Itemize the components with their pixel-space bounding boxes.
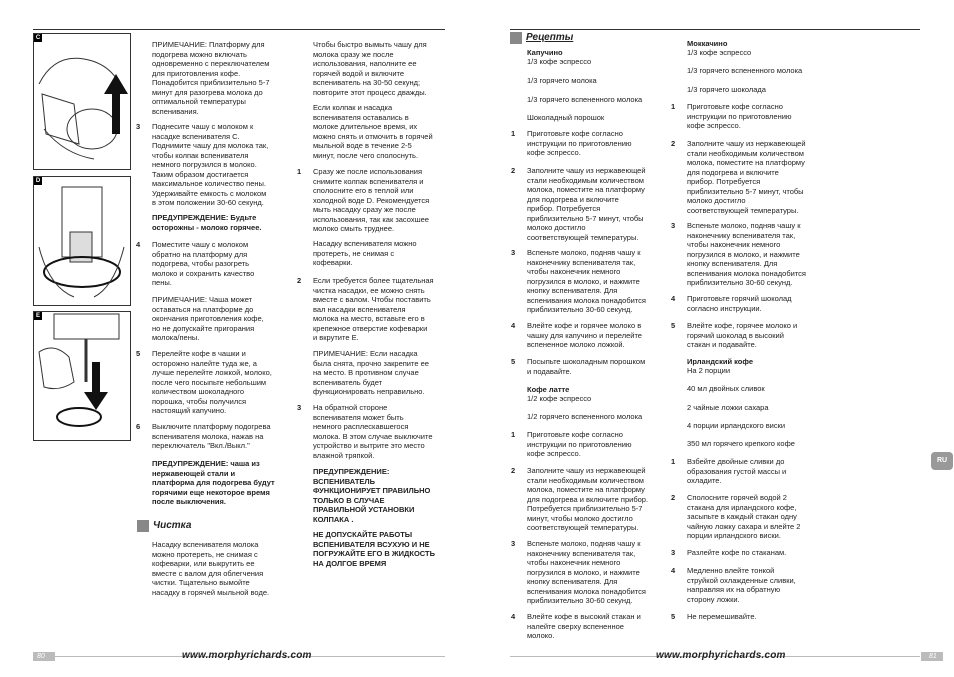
step-number: 3 — [136, 122, 141, 131]
warning-hot-bowl: ПРЕДУПРЕЖДЕНИЕ: чаша из нержавеющей стали и платформа для подогрева будут горячими еще некоторое время после выключения. — [152, 459, 275, 506]
ingredient: 1/2 горячего вспененного молока — [527, 412, 643, 421]
step-text: Вспеньте молоко, подняв чашу к наконечнику вспенивателя так, чтобы наконечник немного погрузился в молоко, и нажмите кнопку вспенивателя. Для вспенивания молока понадобится приблизительно 30-60 секунд. — [527, 539, 646, 605]
step-text: Заполните чашу из нержавеющей стали необходимым количеством молока, поместите на платформу для подогрева и включите прибор. Потребуется приблизительно 5-7 минут, чтобы молоко достигло соответствующей температуры. — [687, 139, 806, 215]
ingredient: 4 порции ирландского виски — [687, 421, 786, 430]
cleaning-bowl-text: Чтобы быстро вымыть чашу для молока сразу же после использования, наполните ее горячей водой и включите вспениватель на 30-50 секунд; повторите этот процесс дважды. — [313, 40, 427, 97]
note-nozzle: ПРИМЕЧАНИЕ: Если насадка была снята, прочно закрепите ее на место. В противном случае вспениватель будет функционировать неправильно. — [313, 349, 429, 396]
warning-cap: ПРЕДУПРЕЖДЕНИЕ: ВСПЕНИВАТЕЛЬ ФУНКЦИОНИРУЕТ ПРАВИЛЬНО ТОЛЬКО В СЛУЧАЕ ПРАВИЛЬНОЙ УСТАНОВКИ КОЛПАКА . — [313, 467, 431, 524]
step-text: Медленно влейте тонкой струйкой охлажденные сливки, направляя их на обратную сторону ложки. — [687, 566, 796, 604]
servings: На 2 порции — [687, 366, 731, 375]
warning-dry-run: НЕ ДОПУСКАЙТЕ РАБОТЫ ВСПЕНИВАТЕЛЯ ВСУХУЮ И НЕ ПОГРУЖАЙТЕ ЕГО В ЖИДКОСТЬ НА ДОЛГОЕ ВРЕМЯ — [313, 530, 435, 568]
right-page-number: 81 — [929, 653, 937, 660]
step-number: 2 — [671, 493, 676, 502]
step-number: 1 — [671, 457, 676, 466]
note-cup-platform: ПРИМЕЧАНИЕ: Чаша может оставаться на платформе до окончания приготовления кофе, но не допускайте пригорания молока/пены. — [152, 295, 264, 342]
wipe-text: Насадку вспенивателя можно протереть, не снимая с кофеварки. — [313, 239, 417, 267]
latte-title: Кофе латте — [527, 385, 570, 394]
step-number: 4 — [136, 240, 141, 249]
step-number: 2 — [297, 276, 302, 285]
cleaning-soak-text: Если колпак и насадка вспенивателя оставались в молоке длительное время, их можно снять и отмочить в горячей мыльной воде в течение 2-5 минут, после чего сполоснуть. — [313, 103, 433, 160]
recipes-heading: Рецепты — [526, 32, 574, 43]
step-number: 4 — [511, 321, 516, 330]
step-number: 3 — [671, 221, 676, 230]
step-text: Поместите чашу с молоком обратно на платформу для подогрева, чтобы разогреть молоко и сохранить качество пены. — [152, 240, 255, 287]
step-text: Вспеньте молоко, подняв чашу к наконечнику вспенивателя так, чтобы наконечник немного погрузился в молоко, и нажмите кнопку вспенивателя. Для вспенивания молока понадобится приблизительно 30-60 секунд. — [527, 248, 646, 314]
step-number: 5 — [671, 612, 676, 621]
step-number: 1 — [511, 430, 516, 439]
step-text: Заполните чашу из нержавеющей стали необходимым количеством молока, поместите на платформу для подогрева и включите прибор. Потребуется приблизительно 5-7 минут, чтобы молоко достигло соответствующей температуры. — [527, 166, 646, 242]
step-text: Не перемешивайте. — [687, 612, 757, 621]
figure-c-label: C — [35, 35, 41, 41]
recipes-heading-marker — [510, 32, 522, 44]
warning-hot-milk: ПРЕДУПРЕЖДЕНИЕ: Будьте осторожны - молоко горячее. — [152, 213, 262, 232]
step-number: 3 — [511, 539, 516, 548]
step-text: На обратной стороне вспенивателя может быть немного расплескавшегося молока. В этом случае выключите устройство и вытрите это место влажной тряпкой. — [313, 403, 433, 460]
irish-coffee-title: Ирландский кофе — [687, 357, 754, 366]
language-badge: RU — [931, 452, 953, 470]
step-number: 1 — [511, 129, 516, 138]
step-number: 5 — [511, 357, 516, 366]
step-text: Приготовьте кофе согласно инструкции по приготовлению кофе эспрессо. — [527, 430, 632, 458]
step-number: 3 — [297, 403, 302, 412]
left-top-rule — [33, 29, 445, 30]
step-text: Приготовьте горячий шоколад согласно инструкции. — [687, 294, 792, 313]
step-text: Приготовьте кофе согласно инструкции по приготовлению кофе эспрессо. — [687, 102, 792, 130]
right-page-bar — [921, 652, 943, 661]
step-number: 3 — [671, 548, 676, 557]
step-text: Влейте кофе и горячее молоко в чашку для капучино и перелейте вспененное молоко ложкой. — [527, 321, 642, 349]
left-page-bar — [33, 652, 55, 661]
figure-d-label: D — [35, 178, 41, 184]
cleaning-heading-marker — [137, 520, 149, 532]
step-number: 5 — [136, 349, 141, 358]
step-number: 1 — [297, 167, 302, 176]
ingredient: 1/3 кофе эспрессо — [527, 57, 592, 66]
right-top-rule — [510, 29, 920, 30]
step-text: Если требуется более тщательная чистка насадки, ее можно снять вместе с валом. Чтобы поставить вал насадки вспенивателя молока на место, вставьте его в крепежное отверстие кофеварки и вкрутите E. — [313, 276, 434, 342]
ingredient: 40 мл двойных сливок — [687, 384, 765, 393]
note-warming-platform: ПРИМЕЧАНИЕ: Платформу для подогрева можно включать одновременно с переключателем для приготовления кофе. Понадобится приблизительно 5-7 минут для разогрева молока до оптимальной температуры вспенивания. — [152, 40, 270, 116]
ingredient: 1/3 горячего вспененного молока — [527, 95, 643, 104]
step-number: 1 — [671, 102, 676, 111]
step-number: 2 — [511, 166, 516, 175]
step-text: Сразу же после использования снимите колпак вспенивателя и сполосните его в теплой или холодной воде D. Рекомендуется мыть насадку сразу же после использования, так как засохшее молоко смыть труднее. — [313, 167, 430, 233]
ingredient: 1/3 горячего вспененного молока — [687, 66, 803, 75]
ingredient: 350 мл горячего крепкого кофе — [687, 439, 795, 448]
step-text: Влейте кофе в высокий стакан и налейте сверху вспененное молоко. — [527, 612, 641, 640]
step-number: 3 — [511, 248, 516, 257]
cleaning-text: Насадку вспенивателя молока можно протереть, не снимая с кофеварки, или выкрутить ее вместе с валом для облегчения чистки. Тщательно вымойте насадку в горячей мыльной воде. — [152, 540, 270, 597]
step-number: 5 — [671, 321, 676, 330]
step-text: Взбейте двойные сливки до образования густой массы и охладите. — [687, 457, 787, 485]
figure-e-label: E — [35, 313, 40, 319]
step-number: 2 — [511, 466, 516, 475]
step-text: Влейте кофе, горячее молоко и горячий шоколад в высокий стакан и подавайте. — [687, 321, 798, 349]
step-text: Приготовьте кофе согласно инструкции по приготовлению кофе эспрессо. — [527, 129, 632, 157]
step-text: Вспеньте молоко, подняв чашу к наконечнику вспенивателя так, чтобы наконечник немного погрузился в молоко, и нажмите кнопку вспенивателя. Для вспенивания молока понадобится приблизительно 30-60 секунд. — [687, 221, 806, 287]
figure-d-illustration — [34, 177, 130, 305]
step-number: 6 — [136, 422, 141, 431]
step-text: Сполосните горячей водой 2 стакана для ирландского кофе, засыпьте в каждый стакан одну чайную ложку сахара и влейте 2 порции ирландского виски. — [687, 493, 801, 540]
cleaning-heading: Чистка — [153, 520, 192, 531]
ingredient: 1/2 кофе эспрессо — [527, 394, 592, 403]
step-text: Разлейте кофе по стаканам. — [687, 548, 787, 557]
step-number: 4 — [671, 294, 676, 303]
ingredient: 1/3 горячего молока — [527, 76, 597, 85]
mocaccino-title: Моккачино — [687, 39, 728, 48]
step-number: 2 — [671, 139, 676, 148]
figure-e — [33, 311, 131, 441]
step-text: Выключите платформу подогрева вспенивателя молока, нажав на переключатель "Вкл./Выкл." — [152, 422, 271, 450]
step-text: Заполните чашу из нержавеющей стали необходимым количеством молока, поместите на платформу для подогрева и включите прибор. Потребуется приблизительно 5-7 минут, чтобы молоко достигло соответствующей температуры. — [527, 466, 649, 532]
left-footer-url: www.morphyrichards.com — [182, 650, 312, 661]
cappuccino-title: Капучино — [527, 48, 563, 57]
step-text: Перелейте кофе в чашки и осторожно налейте туда же, а лучше перелейте ложкой, молоко, после чего посыпьте небольшим количеством шоколадного порошка, чтобы получился настоящий капучино. — [152, 349, 272, 415]
step-number: 4 — [671, 566, 676, 575]
figure-c — [33, 33, 131, 170]
right-footer-url: www.morphyrichards.com — [656, 650, 786, 661]
step-text: Поднесите чашу с молоком к насадке вспенивателя C. Поднимите чашу для молока так, чтобы колпак вспенивателя немного погрузился в молоко. Таким образом достигается максимальное количество пены. Удерживайте емкость с молоком в этом положении 30-60 секунд. — [152, 122, 269, 207]
figure-c-illustration — [34, 34, 130, 169]
ingredient: 2 чайные ложки сахара — [687, 403, 769, 412]
left-page-number: 80 — [37, 653, 45, 660]
ingredient: 1/3 кофе эспрессо — [687, 48, 752, 57]
figure-e-illustration — [34, 312, 130, 440]
ingredient: Шоколадный порошок — [527, 113, 605, 122]
ingredient: 1/3 горячего шоколада — [687, 85, 766, 94]
step-number: 4 — [511, 612, 516, 621]
figure-d — [33, 176, 131, 306]
step-text: Посыпьте шоколадным порошком и подавайте. — [527, 357, 646, 376]
